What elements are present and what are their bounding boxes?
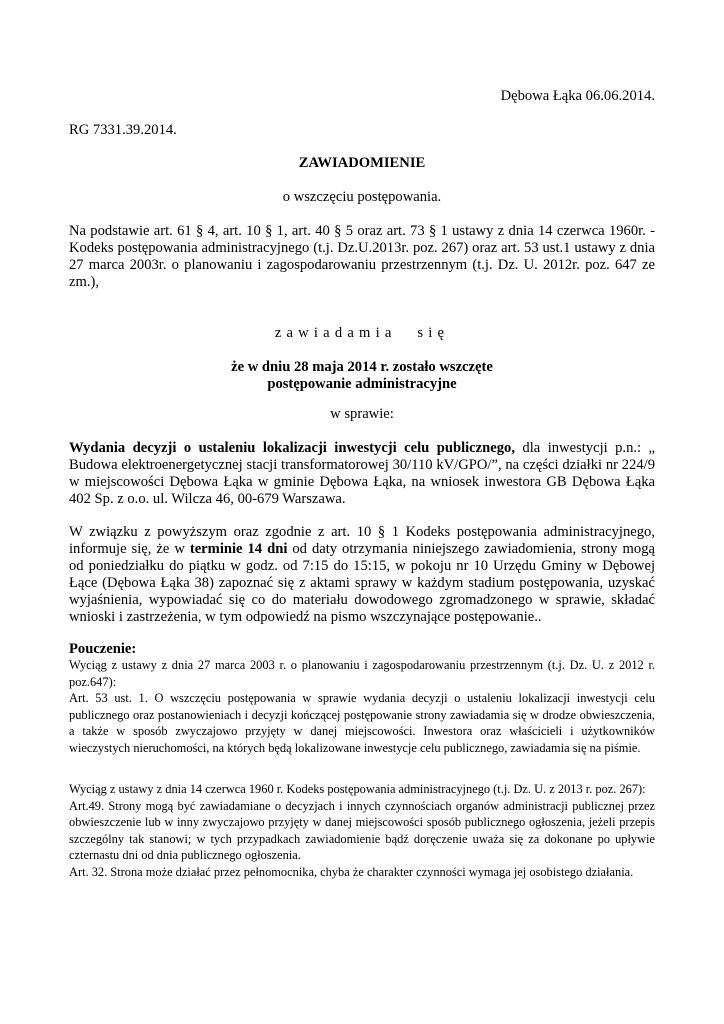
art-32-text: Art. 32. Strona może działać przez pełnomocnika, chyba że charakter czynności wymaga jej osobistego działania. <box>69 864 634 879</box>
matter-text: dla inwestycji p.n.: „ Budowa elektroenergetycznej stacji transformatorowej 30/110 kV/GPO/”, na części działki nr 224/9 w miejscowości Dębowa Łąka w gminie Dębowa Łąka, na wniosek inwestora GB Dębowa Łąka 402 Sp. z o.o. ul. Wilcza 46, 00-679 Warszawa. <box>69 440 655 507</box>
legal-basis: Na podstawie art. 61 § 4, art. 10 § 1, art. 40 § 5 oraz art. 73 § 1 ustawy z dnia 14 czerwca 1960r. - Kodeks postępowania administracyjnego (t.j. Dz.U.2013r. poz. 267) oraz art. 53 ust.1 ustawy z dnia 27 marca 2003r. o planowaniu i zagospodarowaniu przestrzennym (t.j. Dz. U. 2012r. poz. 647 ze zm.), <box>69 223 655 290</box>
place-date: Dębowa Łąka 06.06.2014. <box>500 88 655 104</box>
instruction-heading: Pouczenie: <box>69 641 137 657</box>
info-paragraph <box>69 524 655 626</box>
art-53-text: Art. 53 ust. 1. O wszczęciu postępowania w sprawie wydania decyzji o ustaleniu lokalizacji inwestycji celu publicznego oraz postanowieniach i decyzji kończącej postępowanie strony zawiadamia się w drodze obwieszczenia, a także w sposób zwyczajowo przyjęty w danej miejscowości. Inwestora oraz właścicieli i użytkowników wieczystych nieruchomości, na których będą lokalizowane inwestycje celu publicznego, zawiadamia się na piśmie. <box>69 691 655 755</box>
info-deadline: terminie 14 dni <box>189 541 288 557</box>
announcement: zawiadamia się <box>274 325 450 341</box>
matter-paragraph <box>69 440 655 508</box>
document-subtitle: o wszczęciu postępowania. <box>282 189 442 205</box>
in-matter-label: w sprawie: <box>330 406 394 422</box>
art-49-text: Art.49. Strony mogą być zawiadamiane o decyzjach i innych czynnościach organów administracji publicznej przez obwieszczenie lub w inny zwyczajowo przyjęty w danej miejscowości sposób publicznego ogłoszenia, jeżeli przepis szczególny tak stanowi; w tych przypadkach zawiadomienie bądź doręczenie uważa się za dokonane po upływie czternastu dni od dnia publicznego ogłoszenia. <box>69 798 655 863</box>
excerpt-1-intro: Wyciąg z ustawy z dnia 27 marca 2003 r. o planowaniu i zagospodarowaniu przestrzennym (t.j. Dz. U. z 2012 r. poz.647): <box>69 658 655 689</box>
instruction-excerpt-2 <box>69 781 655 881</box>
matter-bold: Wydania decyzji o ustaleniu lokalizacji inwestycji celu publicznego, <box>69 440 515 456</box>
reference-number: RG 7331.39.2014. <box>69 122 177 138</box>
document-title: ZAWIADOMIENIE <box>298 155 426 171</box>
instruction-excerpt-1 <box>69 657 655 757</box>
statement <box>69 359 655 393</box>
statement-line-1: że w dniu 28 maja 2014 r. zostało wszczęte <box>231 359 493 375</box>
statement-line-2: postępowanie administracyjne <box>267 376 457 392</box>
excerpt-2-intro: Wyciąg z ustawy z dnia 14 czerwca 1960 r. Kodeks postępowania administracyjnego (t.j. Dz. U. z 2013 r. poz. 267): <box>69 782 646 796</box>
info-part-1: W związku z powyższym oraz zgodnie z art. 10 § 1 Kodeks postępowania administracyjnego, informuje się, że w <box>69 524 655 557</box>
info-part-2: od daty otrzymania niniejszego zawiadomienia, strony mogą od poniedziałku do piątku w godz. od 7:15 do 15:15, w pokoju nr 10 Urzędu Gminy w Dębowej Łące (Dębowa Łąka 38) zapoznać się z aktami sprawy w każdym stadium postępowania, uzyskać wyjaśnienia, wypowiadać się co do materiału dowodowego zgromadzonego w sprawie, składać wnioski i zastrzeżenia, w tym odpowiedź na pismo wszczynające postępowanie.. <box>69 541 655 625</box>
